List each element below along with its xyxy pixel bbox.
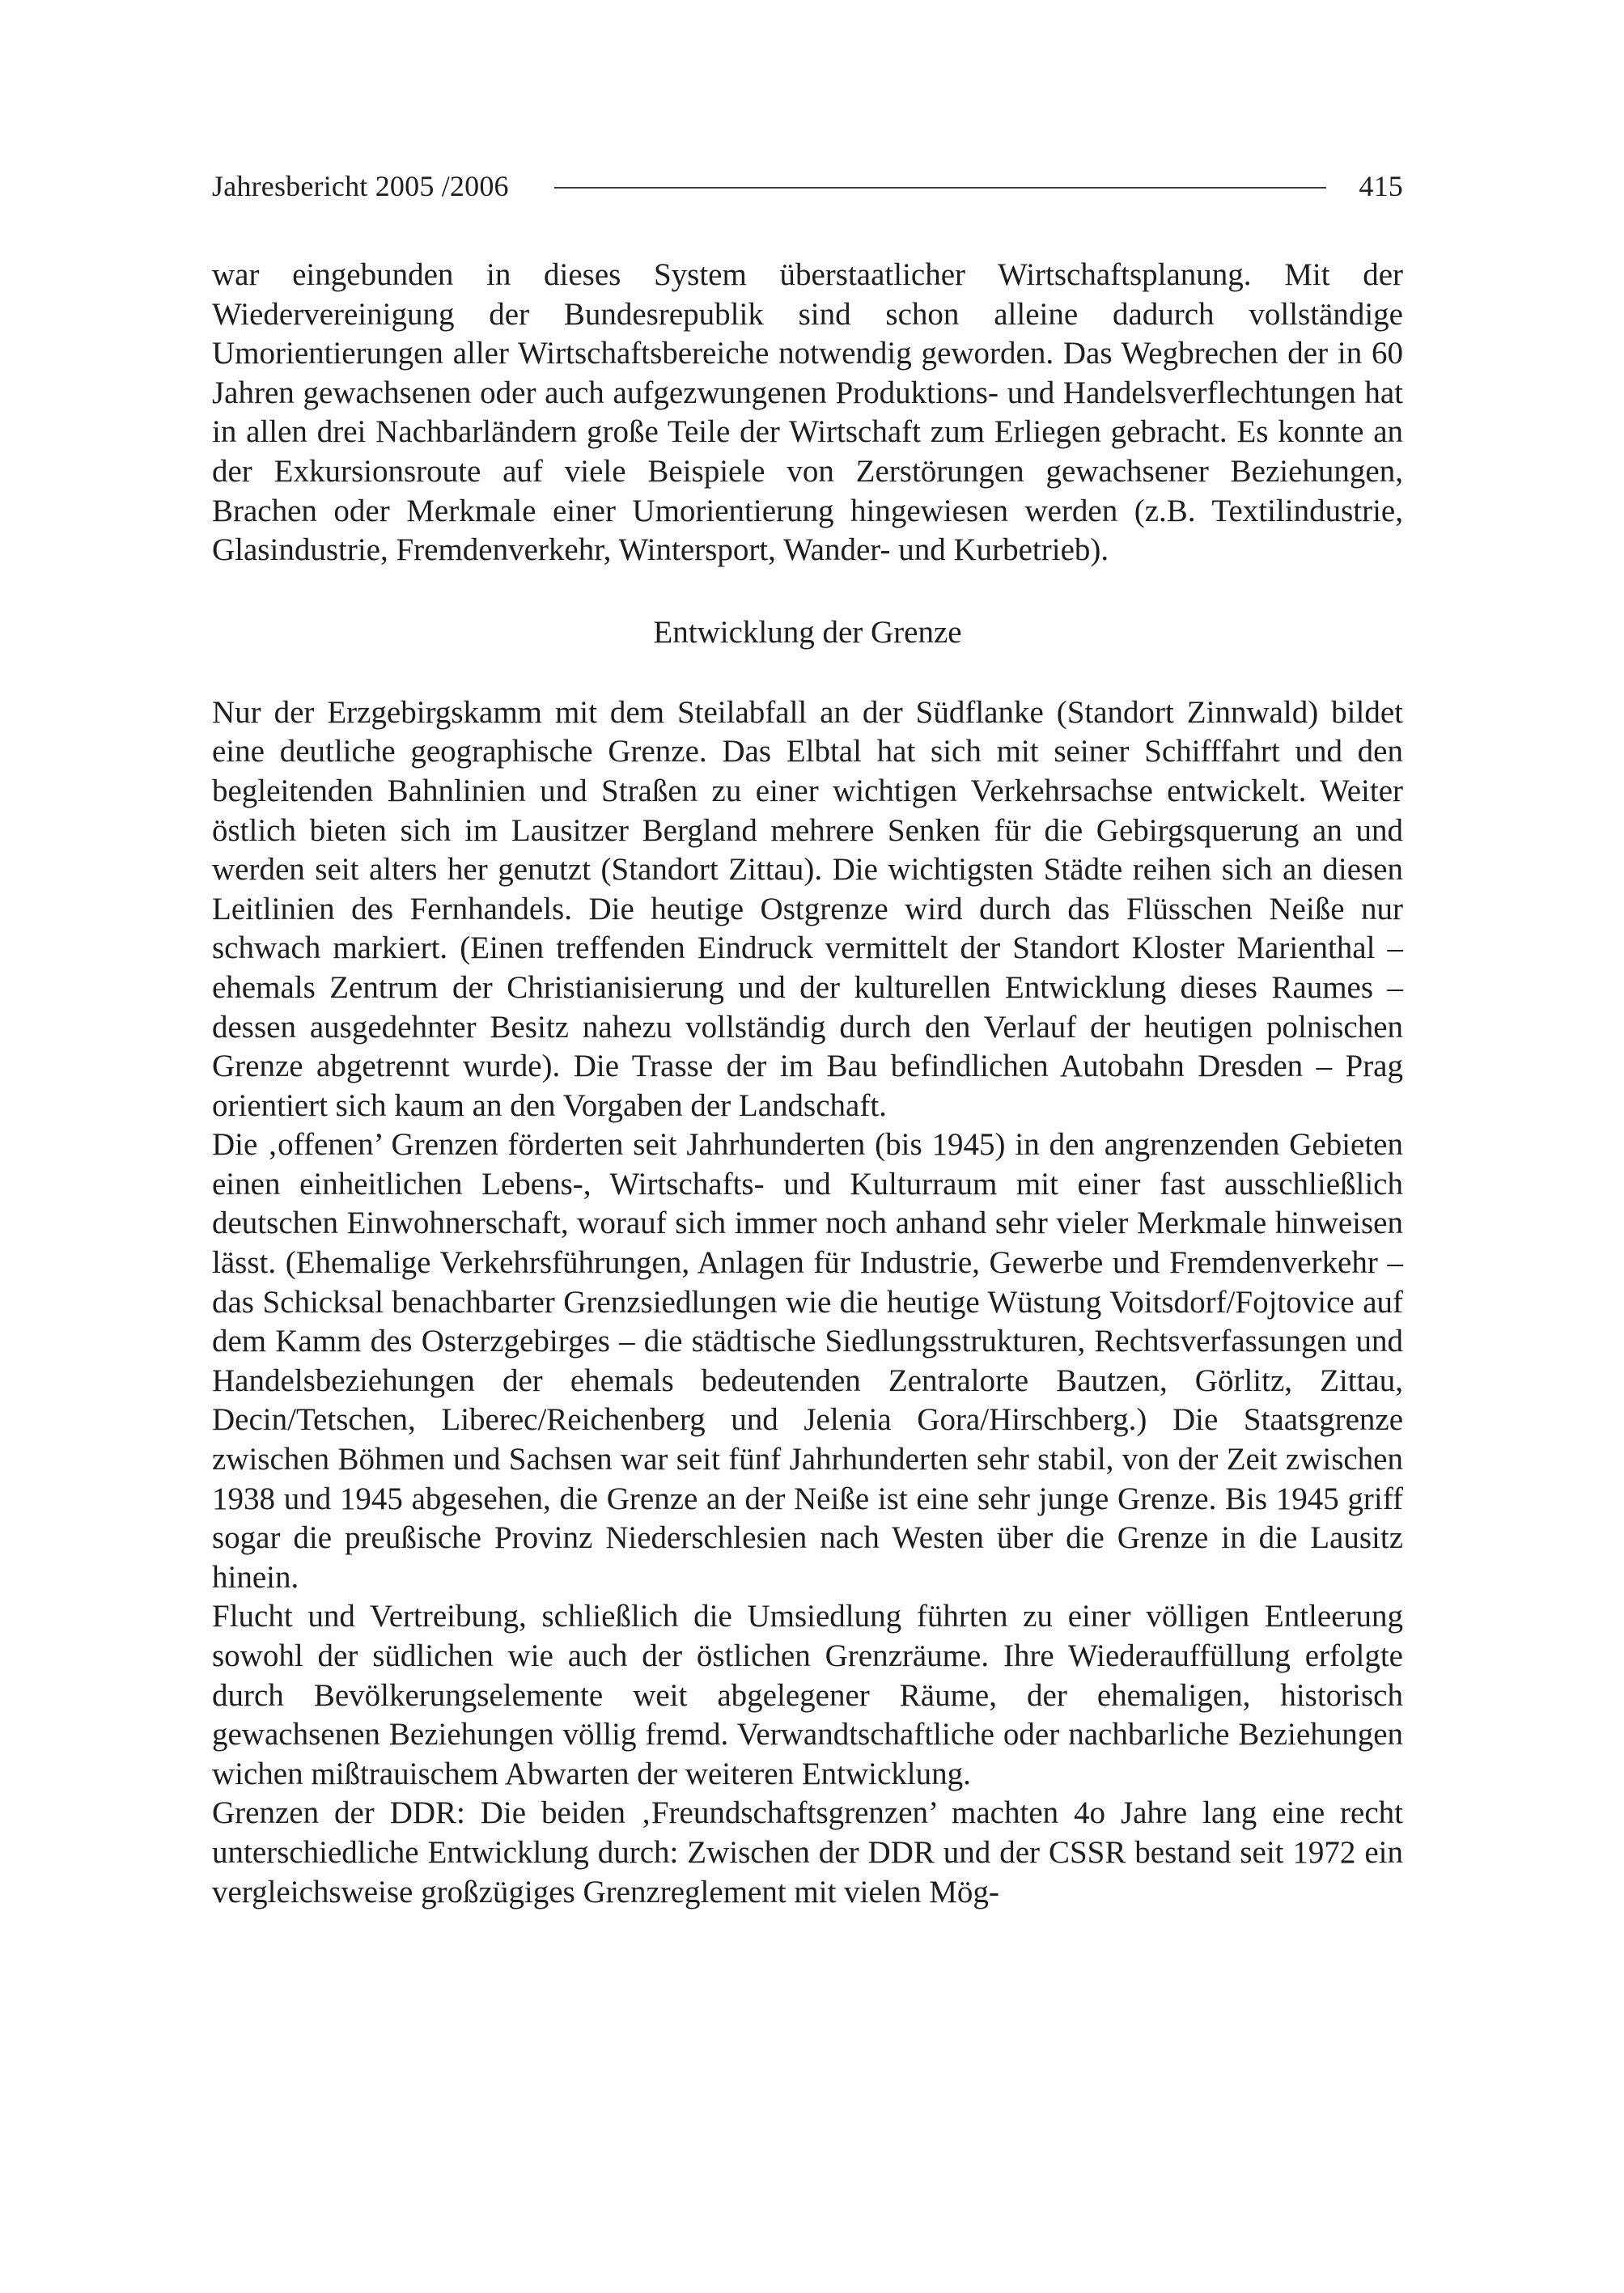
- page-number: 415: [1359, 170, 1403, 202]
- paragraph-2: Nur der Erzgebirgskamm mit dem Steilabfall an der Südflanke (Standort Zinnwald) bildet eine deutliche geographische Grenze. Das Elbtal hat sich mit seiner Schifffahrt und den begleitenden Bahnlinien und Straßen zu einer wichtigen Verkehrsachse entwickelt. Weiter östlich bieten sich im Lausitzer Bergland mehrere Senken für die Gebirgsquerung an und werden seit alters her genutzt (Standort Zittau). Die wichtigsten Städte reihen sich an diesen Leitlinien des Fernhandels. Die heutige Ostgrenze wird durch das Flüsschen Neiße nur schwach markiert. (Einen treffenden Eindruck vermittelt der Standort Kloster Marienthal – ehemals Zentrum der Christianisierung und der kulturellen Entwicklung dieses Raumes – dessen ausgedehnter Besitz nahezu vollständig durch den Verlauf der heutigen polnischen Grenze abgetrennt wurde). Die Trasse der im Bau befindlichen Autobahn Dresden – Prag orientiert sich kaum an den Vorgaben der Landschaft.: [212, 694, 1403, 1123]
- running-header: [212, 162, 1403, 210]
- paragraph-4: Flucht und Vertreibung, schließlich die Umsiedlung führten zu einer völligen Entleerung sowohl der südlichen wie auch der östlichen Grenzräume. Ihre Wiederauffüllung erfolgte durch Bevölkerungselemente weit abgelegener Räume, der ehemaligen, historisch gewachsenen Beziehungen völlig fremd. Verwandtschaftliche oder nachbarliche Beziehungen wichen mißtrauischem Abwarten der weiteren Entwicklung.: [212, 1599, 1403, 1791]
- body-text: [212, 256, 1403, 1912]
- section-heading: Entwicklung der Grenze: [653, 614, 962, 650]
- paragraph-1: war eingebunden in dieses System überstaatlicher Wirtschaftsplanung. Mit der Wiedervereinigung der Bundesrepublik sind schon alleine dadurch vollständige Umorientierungen aller Wirtschaftsbereiche notwendig geworden. Das Wegbrechen der in 60 Jahren gewachsenen oder auch aufgezwungenen Produktions- und Handelsverflechtungen hat in allen drei Nachbarländern große Teile der Wirtschaft zum Erliegen gebracht. Es konnte an der Exkursionsroute auf viele Beispiele von Zerstörungen gewachsener Beziehungen, Brachen oder Merkmale einer Umorientierung hingewiesen werden (z.B. Textilindustrie, Glasindustrie, Fremdenverkehr, Wintersport, Wander- und Kurbetrieb).: [212, 257, 1403, 568]
- paragraph-3: Die ‚offenen’ Grenzen förderten seit Jahrhunderten (bis 1945) in den angrenzenden Gebieten einen einheitlichen Lebens-, Wirtschafts- und Kulturraum mit einer fast ausschließlich deutschen Einwohnerschaft, worauf sich immer noch anhand sehr vieler Merkmale hinweisen lässt. (Ehemalige Verkehrsführungen, Anlagen für Industrie, Gewerbe und Fremdenverkehr – das Schicksal benachbarter Grenzsiedlungen wie die heutige Wüstung Voitsdorf/Fojtovice auf dem Kamm des Osterzgebirges – die städtische Siedlungsstrukturen, Rechtsverfassungen und Handelsbeziehungen der ehemals bedeutenden Zentralorte Bautzen, Görlitz, Zittau, Decin/Tetschen, Liberec/Reichenberg und Jelenia Gora/Hirschberg.) Die Staatsgrenze zwischen Böhmen und Sachsen war seit fünf Jahrhunderten sehr stabil, von der Zeit zwischen 1938 und 1945 abgesehen, die Grenze an der Neiße ist eine sehr junge Grenze. Bis 1945 griff sogar die preußische Provinz Niederschlesien nach Westen über die Grenze in die Lausitz hinein.: [212, 1127, 1403, 1595]
- header-rule: [554, 187, 1327, 189]
- header-title: Jahresbericht 2005 /2006: [212, 170, 509, 202]
- paragraph-5: Grenzen der DDR: Die beiden ‚Freundschaftsgrenzen’ machten 4o Jahre lang eine recht unterschiedliche Entwicklung durch: Zwischen der DDR und der CSSR bestand seit 1972 ein vergleichsweise großzügiges Grenzreglement mit vielen Mög-: [212, 1795, 1403, 1909]
- document-page: [212, 162, 1403, 1912]
